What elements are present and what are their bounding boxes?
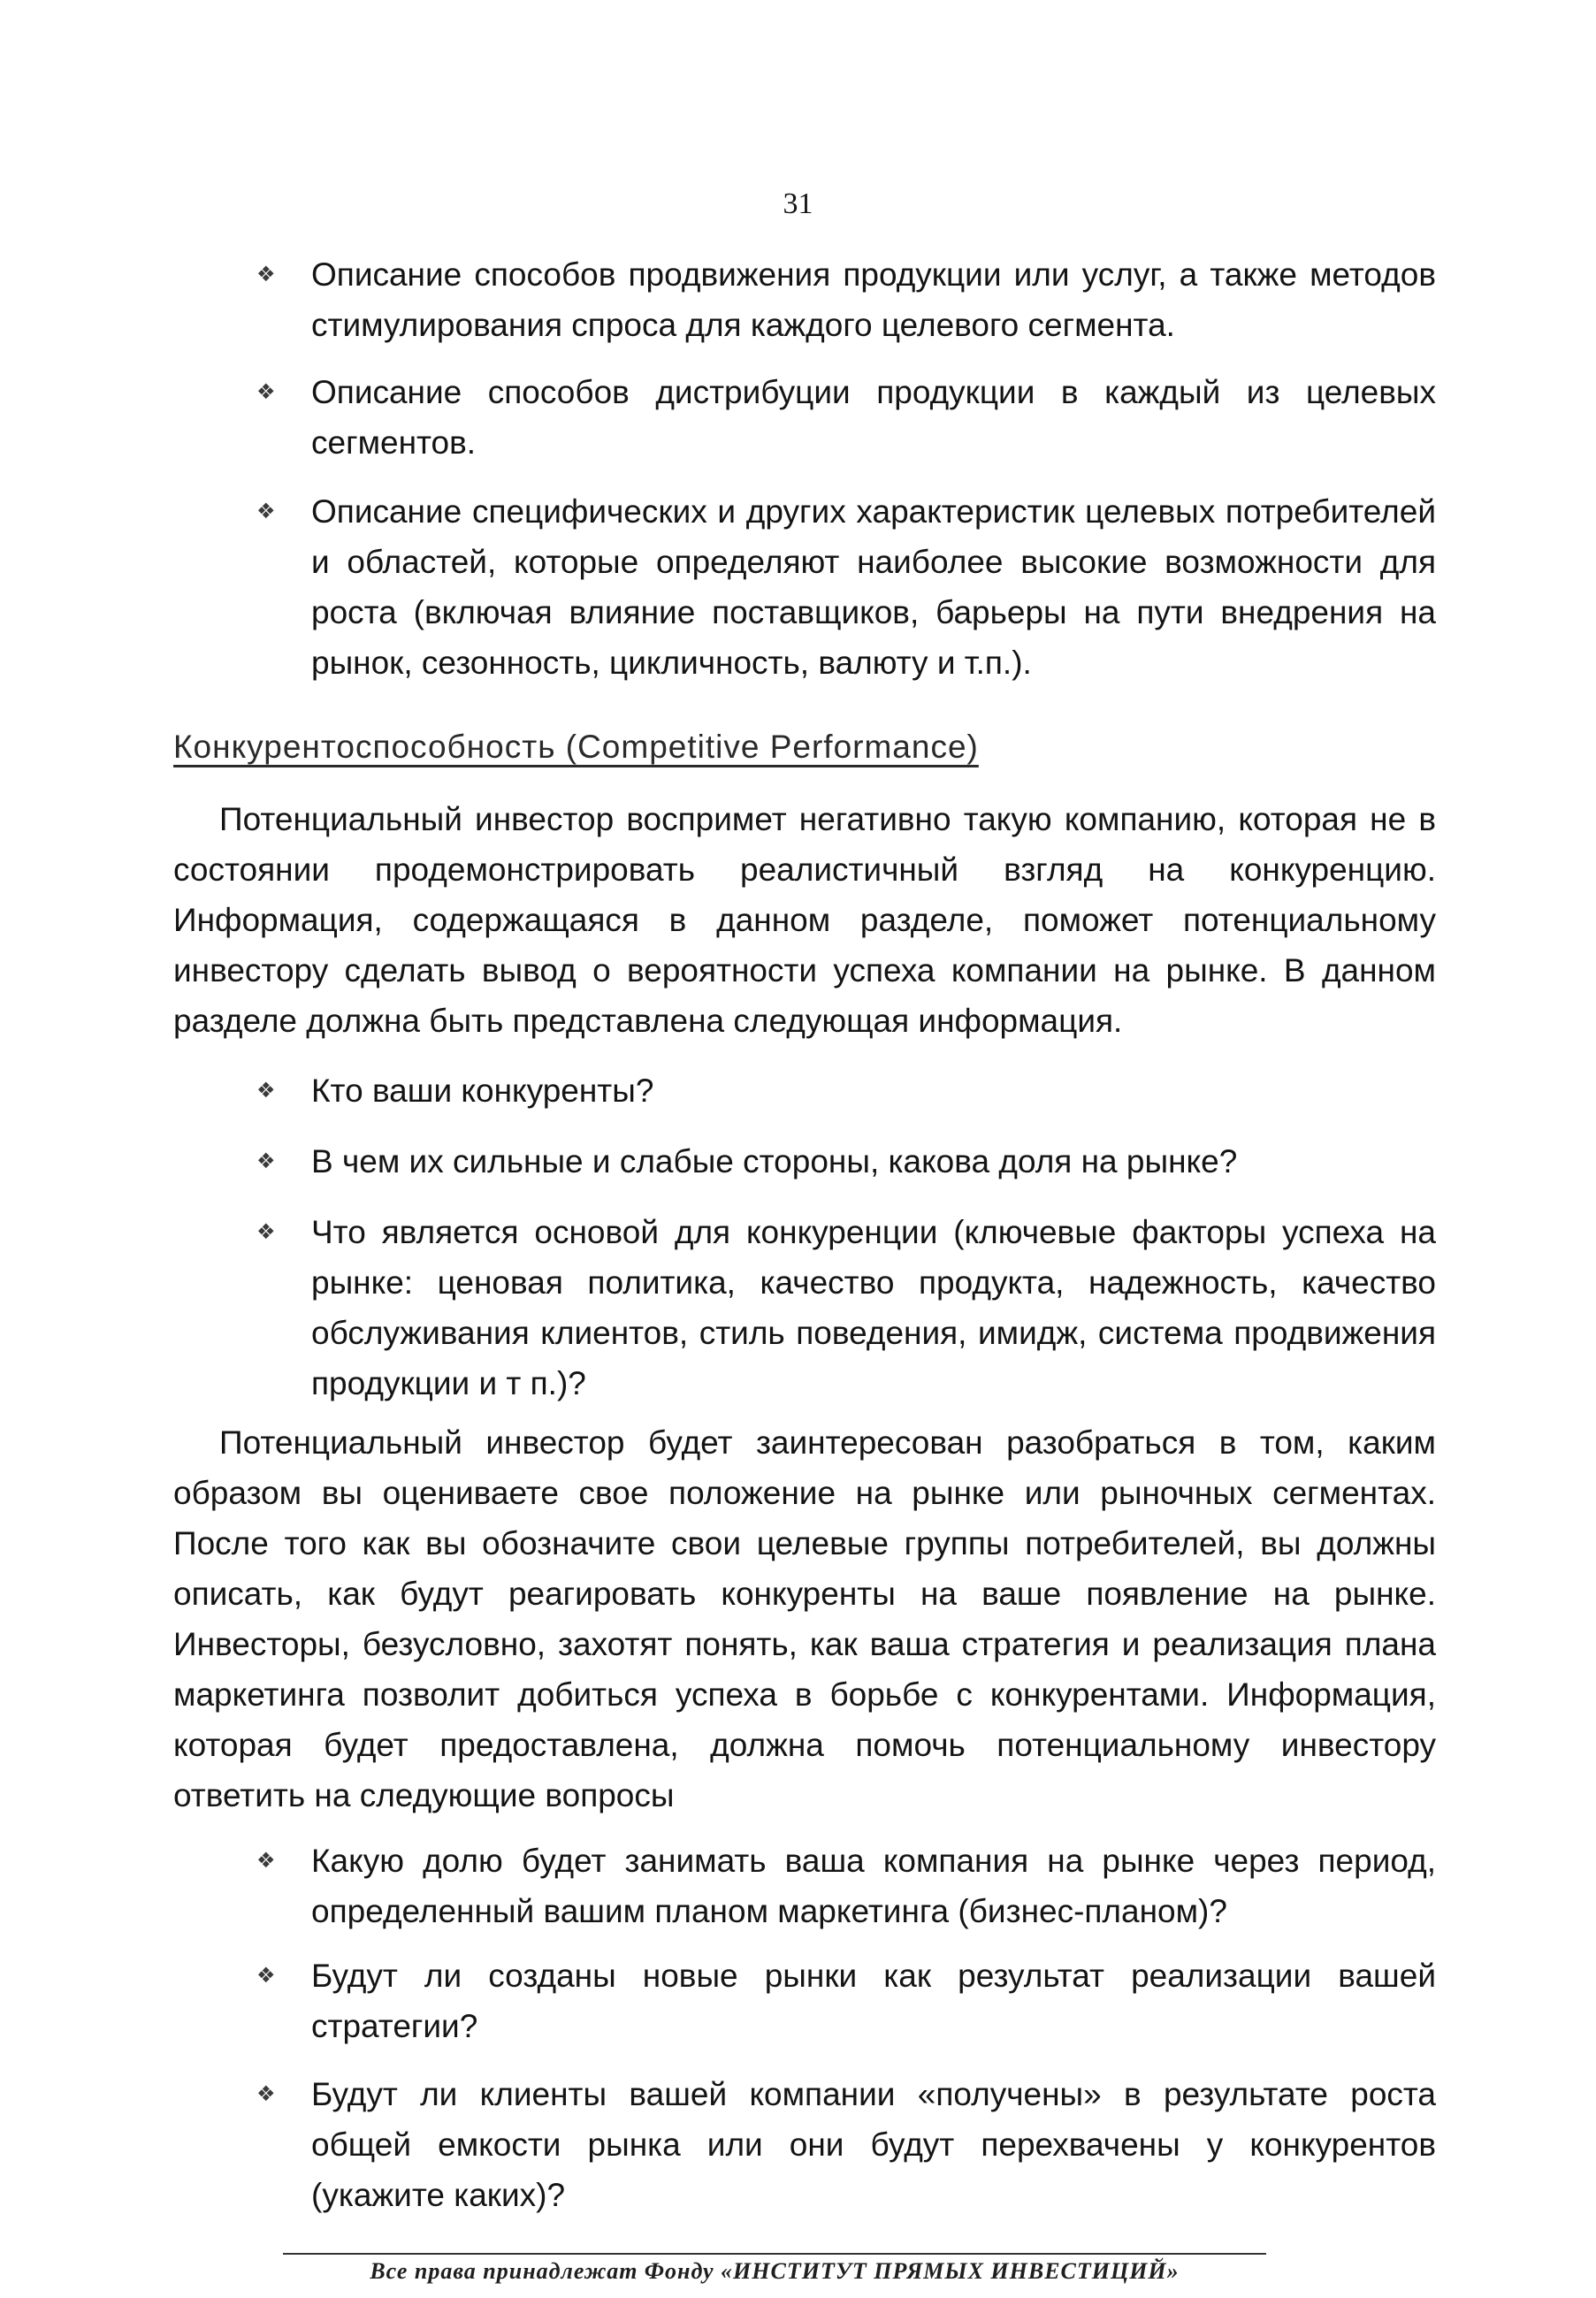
- paragraph: [173, 1417, 1436, 1821]
- bullet-marker-icon: ❖: [256, 500, 276, 523]
- list-item: [256, 1836, 1436, 1936]
- list-item-text: Описание способов продвижения продукции или услуг, а также методов стимулирования спроса для каждого целевого сегмента.: [311, 256, 1436, 343]
- list-item: [256, 1136, 1436, 1187]
- list-item-text: Будут ли клиенты вашей компании «получены» в результате роста общей емкости рынка или они будут перехвачены у конкурентов (укажите каких)?: [311, 2076, 1436, 2213]
- list-item-text: Будут ли созданы новые рынки как результат реализации вашей стратегии?: [311, 1958, 1436, 2044]
- list-item: [256, 1207, 1436, 1409]
- list-item: [256, 1065, 1436, 1116]
- bullet-marker-icon: ❖: [256, 2082, 276, 2106]
- bullet-marker-icon: ❖: [256, 1849, 276, 1873]
- paragraph-text: Потенциальный инвестор будет заинтересован разобраться в том, каким образом вы оцениваете свое положение на рынке или рыночных сегментах. После того как вы обозначите свои целевые группы потребителей, вы должны описать, как будут реагировать конкуренты на ваше появление на рынке. Инвесторы, безусловно, захотят понять, как ваша стратегия и реализация плана маркетинга позволит добиться успеха в борьбе с конкурентами. Информация, которая будет предоставлена, должна помочь потенциальному инвестору ответить на следующие вопросы: [173, 1424, 1436, 1813]
- list-item-text: Какую долю будет занимать ваша компания на рынке через период, определенный вашим планом маркетинга (бизнес-планом)?: [311, 1843, 1436, 1929]
- bullet-marker-icon: ❖: [256, 1079, 276, 1103]
- list-item-text: Что является основой для конкуренции (ключевые факторы успеха на рынке: ценовая политика, качество продукта, надежность, качество обслуживания клиентов, стиль поведения, имидж, система продвижения продукции и т п.)?: [311, 1214, 1436, 1401]
- list-item-text: Описание способов дистрибуции продукции в каждый из целевых сегментов.: [311, 374, 1436, 461]
- list-item-text: Кто ваши конкуренты?: [311, 1073, 654, 1109]
- page-footer: Все права принадлежат Фонду «ИНСТИТУТ ПРЯМЫХ ИНВЕСТИЦИЙ»: [370, 2258, 1180, 2284]
- bullet-marker-icon: ❖: [256, 263, 276, 286]
- list-item: [256, 367, 1436, 468]
- list-item-text: В чем их сильные и слабые стороны, какова доля на рынке?: [311, 1143, 1238, 1180]
- list-item-text: Описание специфических и других характеристик целевых потребителей и областей, которые определяют наиболее высокие возможности для роста (включая влияние поставщиков, барьеры на пути внедрения на рынок, сезонность, цикличность, валюту и т.п.).: [311, 493, 1436, 681]
- paragraph: [173, 794, 1436, 1046]
- page-number: 31: [783, 187, 813, 220]
- list-item: [256, 1951, 1436, 2051]
- bullet-marker-icon: ❖: [256, 1220, 276, 1244]
- bullet-marker-icon: ❖: [256, 1149, 276, 1173]
- list-item: [256, 486, 1436, 688]
- bullet-marker-icon: ❖: [256, 1964, 276, 1988]
- paragraph-text: Потенциальный инвестор воспримет негативно такую компанию, которая не в состоянии продемонстрировать реалистичный взгляд на конкуренцию. Информация, содержащаяся в данном разделе, поможет потенциальному инвестору сделать вывод о вероятности успеха компании на рынке. В данном разделе должна быть представлена следующая информация.: [173, 801, 1436, 1039]
- footer-divider: [283, 2253, 1266, 2255]
- section-heading: Конкурентоспособность (Competitive Performance): [173, 729, 979, 765]
- list-item: [256, 249, 1436, 350]
- bullet-marker-icon: ❖: [256, 380, 276, 404]
- list-item: [256, 2069, 1436, 2220]
